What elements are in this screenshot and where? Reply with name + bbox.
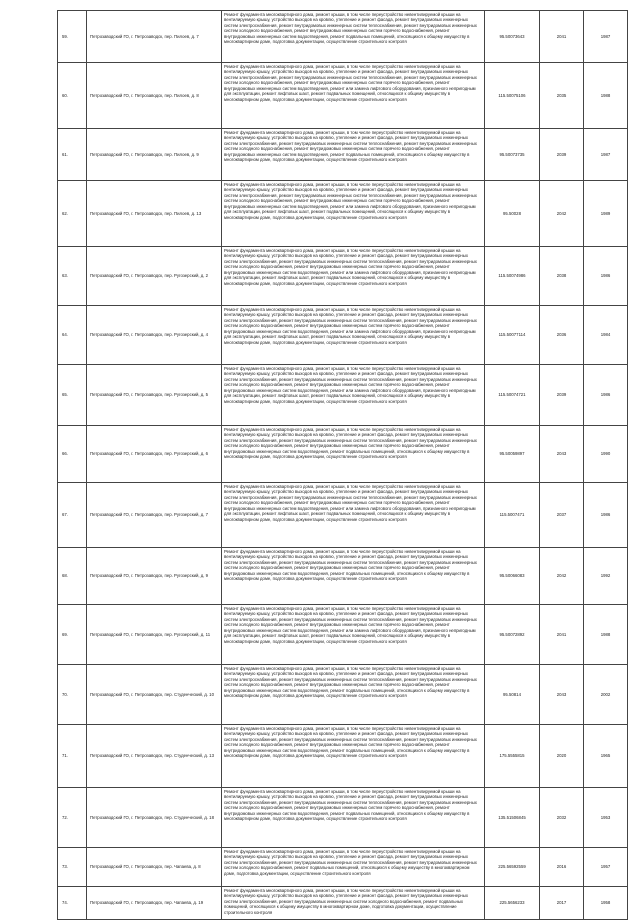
construction-year-cell: 1988 <box>584 605 628 665</box>
repair-works-cell: Ремонт фундамента многоквартирного дома, ремонт крыши, в том числе переустройство невентилируемой крыши на вентилируемую крышу, устройство выходов на кровлю, утепление и ремонт фасада, ремонт внутридомовых инженерных систем электроснабжения, ремонт внутридомовых инженерных систем холодного водоснабжения, ремонт подвальных помещений, относящихся к общему имуществу в многоквартирном доме, подготовка документации, осуществление строительного контроля <box>222 887 485 920</box>
repair-works-cell: Ремонт фундамента многоквартирного дома, ремонт крыши, в том числе переустройство невентилируемой крыши на вентилируемую крышу, устройство выходов на кровлю, утепление и ремонт фасада, ремонт внутридомовых инженерных систем электроснабжения, ремонт внутридомовых инженерных систем теплоснабжения, ремонт внутридомовых инженерных систем холодного водоснабжения, ремонт внутридомовых инженерных систем горячего водоснабжения, ремонт внутридомовых инженерных систем водоотведения, ремонт подвальных помещений, относящихся к общему имуществу в многоквартирном доме, подготовка документации, осуществление строительного контроля <box>222 725 485 788</box>
table-row <box>58 548 628 605</box>
house-address-cell: Петрозаводский ГО, г. Петрозаводск, пер. Чапаева, д. 8 <box>87 848 222 887</box>
capital-repair-table <box>57 10 628 920</box>
document-page <box>57 10 627 915</box>
house-address-cell: Петрозаводский ГО, г. Петрозаводск, пер. Ругозерский, д. 9 <box>87 548 222 605</box>
repair-works-cell: Ремонт фундамента многоквартирного дома, ремонт крыши, в том числе переустройство невентилируемой крыши на вентилируемую крышу, устройство выходов на кровлю, утепление и ремонт фасада, ремонт внутридомовых инженерных систем электроснабжения, ремонт внутридомовых инженерных систем теплоснабжения, ремонт внутридомовых инженерных систем холодного водоснабжения, ремонт внутридомовых инженерных систем горячего водоснабжения, ремонт внутридомовых инженерных систем водоотведения, ремонт или замена лифтового оборудования, признанного непригодным для эксплуатации, ремонт лифтовых шахт, ремонт подвальных помещений, относящихся к общему имуществу в многоквартирном доме, подготовка документации, осуществление строительного контроля <box>222 483 485 548</box>
row-number-cell: 64. <box>58 306 87 365</box>
row-number-cell: 66. <box>58 426 87 483</box>
repair-cost-cell: 225.5656233 <box>485 887 540 920</box>
table-row <box>58 63 628 129</box>
table-row <box>58 11 628 63</box>
table-row <box>58 725 628 788</box>
row-number-cell: 59. <box>58 11 87 63</box>
house-address-cell: Петрозаводский ГО, г. Петрозаводск, пер. Студенческий, д. 13 <box>87 725 222 788</box>
house-address-cell: Петрозаводский ГО, г. Петрозаводск, пер. Ругозерский, д. 4 <box>87 306 222 365</box>
table-row <box>58 483 628 548</box>
repair-works-cell: Ремонт фундамента многоквартирного дома, ремонт крыши, в том числе переустройство невентилируемой крыши на вентилируемую крышу, устройство выходов на кровлю, утепление и ремонт фасада, ремонт внутридомовых инженерных систем электроснабжения, ремонт внутридомовых инженерных систем теплоснабжения, ремонт внутридомовых инженерных систем холодного водоснабжения, ремонт внутридомовых инженерных систем горячего водоснабжения, ремонт внутридомовых инженерных систем водоотведения, ремонт или замена лифтового оборудования, признанного непригодным для эксплуатации, ремонт лифтовых шахт, ремонт подвальных помещений, относящихся к общему имуществу в многоквартирном доме, подготовка документации, осуществление строительного контроля <box>222 365 485 426</box>
table-row <box>58 426 628 483</box>
planned-year-cell: 2041 <box>540 11 584 63</box>
construction-year-cell: 1989 <box>584 181 628 247</box>
house-address-cell: Петрозаводский ГО, г. Петрозаводск, пер. Ругозерский, д. 2 <box>87 247 222 306</box>
repair-works-cell: Ремонт фундамента многоквартирного дома, ремонт крыши, в том числе переустройство невентилируемой крыши на вентилируемую крышу, устройство выходов на кровлю, утепление и ремонт фасада, ремонт внутридомовых инженерных систем электроснабжения, ремонт внутридомовых инженерных систем теплоснабжения, ремонт внутридомовых инженерных систем холодного водоснабжения, ремонт внутридомовых инженерных систем горячего водоснабжения, ремонт внутридомовых инженерных систем водоотведения, ремонт или замена лифтового оборудования, признанного непригодным для эксплуатации, ремонт лифтовых шахт, ремонт подвальных помещений, относящихся к общему имуществу в многоквартирном доме, подготовка документации, осуществление строительного контроля <box>222 605 485 665</box>
repair-cost-cell: 115.50077114 <box>485 306 540 365</box>
table-row <box>58 365 628 426</box>
house-address-cell: Петрозаводский ГО, г. Петрозаводск, пер. Ругозерский, д. 7 <box>87 483 222 548</box>
repair-works-cell: Ремонт фундамента многоквартирного дома, ремонт крыши, в том числе переустройство невентилируемой крыши на вентилируемую крышу, устройство выходов на кровлю, утепление и ремонт фасада, ремонт внутридомовых инженерных систем электроснабжения, ремонт внутридомовых инженерных систем теплоснабжения, ремонт внутридомовых инженерных систем холодного водоснабжения, ремонт внутридомовых инженерных систем горячего водоснабжения, ремонт внутридомовых инженерных систем водоотведения, ремонт подвальных помещений, относящихся к общему имуществу в многоквартирном доме, подготовка документации, осуществление строительного контроля <box>222 665 485 725</box>
construction-year-cell: 1953 <box>584 788 628 848</box>
house-address-cell: Петрозаводский ГО, г. Петрозаводск, пер. Студенческий, д. 10 <box>87 665 222 725</box>
house-address-cell: Петрозаводский ГО, г. Петрозаводск, пер. Студенческий, д. 18 <box>87 788 222 848</box>
repair-works-cell: Ремонт фундамента многоквартирного дома, ремонт крыши, в том числе переустройство невентилируемой крыши на вентилируемую крышу, устройство выходов на кровлю, утепление и ремонт фасада, ремонт внутридомовых инженерных систем электроснабжения, ремонт внутридомовых инженерных систем теплоснабжения, ремонт внутридомовых инженерных систем холодного водоснабжения, ремонт внутридомовых инженерных систем горячего водоснабжения, ремонт внутридомовых инженерных систем водоотведения, ремонт или замена лифтового оборудования, признанного непригодным для эксплуатации, ремонт лифтовых шахт, ремонт подвальных помещений, относящихся к общему имуществу в многоквартирном доме, подготовка документации, осуществление строительного контроля <box>222 63 485 129</box>
repair-cost-cell: 95.50073643 <box>485 11 540 63</box>
planned-year-cell: 2042 <box>540 548 584 605</box>
repair-cost-cell: 135.51506845 <box>485 788 540 848</box>
table-row <box>58 788 628 848</box>
construction-year-cell: 1986 <box>584 365 628 426</box>
row-number-cell: 60. <box>58 63 87 129</box>
row-number-cell: 68. <box>58 548 87 605</box>
planned-year-cell: 2043 <box>540 426 584 483</box>
planned-year-cell: 2039 <box>540 365 584 426</box>
house-address-cell: Петрозаводский ГО, г. Петрозаводск, пер. Пилоев, д. 9 <box>87 129 222 181</box>
row-number-cell: 72. <box>58 788 87 848</box>
planned-year-cell: 2035 <box>540 63 584 129</box>
house-address-cell: Петрозаводский ГО, г. Петрозаводск, пер. Ругозерский, д. 5 <box>87 365 222 426</box>
house-address-cell: Петрозаводский ГО, г. Петрозаводск, пер. Ругозерский, д. 11 <box>87 605 222 665</box>
table-row <box>58 306 628 365</box>
planned-year-cell: 2037 <box>540 483 584 548</box>
table-body <box>58 11 628 920</box>
repair-works-cell: Ремонт фундамента многоквартирного дома, ремонт крыши, в том числе переустройство невентилируемой крыши на вентилируемую крышу, устройство выходов на кровлю, утепление и ремонт фасада, ремонт внутридомовых инженерных систем электроснабжения, ремонт внутридомовых инженерных систем теплоснабжения, ремонт внутридомовых инженерных систем холодного водоснабжения, ремонт внутридомовых инженерных систем горячего водоснабжения, ремонт внутридомовых инженерных систем водоотведения, ремонт или замена лифтового оборудования, признанного непригодным для эксплуатации, ремонт лифтовых шахт, ремонт подвальных помещений, относящихся к общему имуществу в многоквартирном доме, подготовка документации, осуществление строительного контроля <box>222 247 485 306</box>
planned-year-cell: 2020 <box>540 725 584 788</box>
row-number-cell: 74. <box>58 887 87 920</box>
repair-works-cell: Ремонт фундамента многоквартирного дома, ремонт крыши, в том числе переустройство невентилируемой крыши на вентилируемую крышу, устройство выходов на кровлю, утепление и ремонт фасада, ремонт внутридомовых инженерных систем электроснабжения, ремонт внутридомовых инженерных систем теплоснабжения, ремонт внутридомовых инженерных систем холодного водоснабжения, ремонт внутридомовых инженерных систем горячего водоснабжения, ремонт внутридомовых инженерных систем водоотведения, ремонт подвальных помещений, относящихся к общему имуществу в многоквартирном доме, подготовка документации, осуществление строительного контроля <box>222 548 485 605</box>
repair-works-cell: Ремонт фундамента многоквартирного дома, ремонт крыши, в том числе переустройство невентилируемой крыши на вентилируемую крышу, устройство выходов на кровлю, утепление и ремонт фасада, ремонт внутридомовых инженерных систем электроснабжения, ремонт внутридомовых инженерных систем теплоснабжения, ремонт внутридомовых инженерных систем холодного водоснабжения, ремонт внутридомовых инженерных систем горячего водоснабжения, ремонт внутридомовых инженерных систем водоотведения, ремонт подвальных помещений, относящихся к общему имуществу в многоквартирном доме, подготовка документации, осуществление строительного контроля <box>222 11 485 63</box>
planned-year-cell: 2042 <box>540 181 584 247</box>
repair-works-cell: Ремонт фундамента многоквартирного дома, ремонт крыши, в том числе переустройство невентилируемой крыши на вентилируемую крышу, устройство выходов на кровлю, утепление и ремонт фасада, ремонт внутридомовых инженерных систем электроснабжения, ремонт внутридомовых инженерных систем теплоснабжения, ремонт внутридомовых инженерных систем холодного водоснабжения, ремонт внутридомовых инженерных систем горячего водоснабжения, ремонт внутридомовых инженерных систем водоотведения, ремонт подвальных помещений, относящихся к общему имуществу в многоквартирном доме, подготовка документации, осуществление строительного контроля <box>222 426 485 483</box>
construction-year-cell: 1987 <box>584 11 628 63</box>
row-number-cell: 69. <box>58 605 87 665</box>
row-number-cell: 67. <box>58 483 87 548</box>
repair-cost-cell: 175.5555815 <box>485 725 540 788</box>
repair-cost-cell: 95.50814 <box>485 665 540 725</box>
construction-year-cell: 1987 <box>584 129 628 181</box>
table-row <box>58 181 628 247</box>
planned-year-cell: 2038 <box>540 247 584 306</box>
house-address-cell: Петрозаводский ГО, г. Петрозаводск, пер. Пилоев, д. 8 <box>87 63 222 129</box>
repair-works-cell: Ремонт фундамента многоквартирного дома, ремонт крыши, в том числе переустройство невентилируемой крыши на вентилируемую крышу, устройство выходов на кровлю, утепление и ремонт фасада, ремонт внутридомовых инженерных систем электроснабжения, ремонт внутридомовых инженерных систем теплоснабжения, ремонт внутридомовых инженерных систем холодного водоснабжения, ремонт внутридомовых инженерных систем горячего водоснабжения, ремонт внутридомовых инженерных систем водоотведения, ремонт подвальных помещений, относящихся к общему имуществу в многоквартирном доме, подготовка документации, осуществление строительного контроля <box>222 788 485 848</box>
planned-year-cell: 2016 <box>540 848 584 887</box>
repair-cost-cell: 95.50028 <box>485 181 540 247</box>
repair-works-cell: Ремонт фундамента многоквартирного дома, ремонт крыши, в том числе переустройство невентилируемой крыши на вентилируемую крышу, устройство выходов на кровлю, утепление и ремонт фасада, ремонт внутридомовых инженерных систем электроснабжения, ремонт внутридомовых инженерных систем теплоснабжения, ремонт внутридомовых инженерных систем холодного водоснабжения, ремонт внутридомовых инженерных систем горячего водоснабжения, ремонт внутридомовых инженерных систем водоотведения, ремонт или замена лифтового оборудования, признанного непригодным для эксплуатации, ремонт лифтовых шахт, ремонт подвальных помещений, относящихся к общему имуществу в многоквартирном доме, подготовка документации, осуществление строительного контроля <box>222 306 485 365</box>
repair-cost-cell: 225.56592559 <box>485 848 540 887</box>
repair-cost-cell: 115.50075106 <box>485 63 540 129</box>
row-number-cell: 70. <box>58 665 87 725</box>
construction-year-cell: 1986 <box>584 483 628 548</box>
table-row <box>58 848 628 887</box>
repair-works-cell: Ремонт фундамента многоквартирного дома, ремонт крыши, в том числе переустройство невентилируемой крыши на вентилируемую крышу, устройство выходов на кровлю, утепление и ремонт фасада, ремонт внутридомовых инженерных систем электроснабжения, ремонт внутридомовых инженерных систем теплоснабжения, ремонт внутридомовых инженерных систем холодного водоснабжения, ремонт внутридомовых инженерных систем горячего водоснабжения, ремонт внутридомовых инженерных систем водоотведения, ремонт или замена лифтового оборудования, признанного непригодным для эксплуатации, ремонт лифтовых шахт, ремонт подвальных помещений, относящихся к общему имуществу в многоквартирном доме, подготовка документации, осуществление строительного контроля <box>222 181 485 247</box>
house-address-cell: Петрозаводский ГО, г. Петрозаводск, пер. Чапаева, д. 19 <box>87 887 222 920</box>
house-address-cell: Петрозаводский ГО, г. Петрозаводск, пер. Ругозерский, д. 6 <box>87 426 222 483</box>
repair-works-cell: Ремонт фундамента многоквартирного дома, ремонт крыши, в том числе переустройство невентилируемой крыши на вентилируемую крышу, устройство выходов на кровлю, утепление и ремонт фасада, ремонт внутридомовых инженерных систем электроснабжения, ремонт внутридомовых инженерных систем теплоснабжения, ремонт внутридомовых инженерных систем холодного водоснабжения, ремонт внутридомовых инженерных систем горячего водоснабжения, ремонт внутридомовых инженерных систем водоотведения, ремонт подвальных помещений, относящихся к общему имуществу в многоквартирном доме, подготовка документации, осуществление строительного контроля <box>222 129 485 181</box>
construction-year-cell: 1965 <box>584 725 628 788</box>
construction-year-cell: 1990 <box>584 426 628 483</box>
construction-year-cell: 1957 <box>584 848 628 887</box>
repair-works-cell: Ремонт фундамента многоквартирного дома, ремонт крыши, в том числе переустройство невентилируемой крыши на вентилируемую крышу, устройство выходов на кровлю, утепление и ремонт фасада, ремонт внутридомовых инженерных систем электроснабжения, ремонт внутридомовых инженерных систем теплоснабжения, ремонт внутридомовых инженерных систем холодного водоснабжения, ремонт подвальных помещений, относящихся к общему имуществу в многоквартирном доме, подготовка документации, осуществление строительного контроля <box>222 848 485 887</box>
planned-year-cell: 2017 <box>540 887 584 920</box>
row-number-cell: 71. <box>58 725 87 788</box>
construction-year-cell: 1984 <box>584 306 628 365</box>
row-number-cell: 63. <box>58 247 87 306</box>
construction-year-cell: 1958 <box>584 887 628 920</box>
repair-cost-cell: 95.50073735 <box>485 129 540 181</box>
repair-cost-cell: 95.50066083 <box>485 548 540 605</box>
repair-cost-cell: 115.50074986 <box>485 247 540 306</box>
construction-year-cell: 1992 <box>584 548 628 605</box>
row-number-cell: 62. <box>58 181 87 247</box>
construction-year-cell: 2002 <box>584 665 628 725</box>
repair-cost-cell: 115.50074721 <box>485 365 540 426</box>
row-number-cell: 61. <box>58 129 87 181</box>
table-row <box>58 247 628 306</box>
construction-year-cell: 1988 <box>584 63 628 129</box>
table-row <box>58 665 628 725</box>
house-address-cell: Петрозаводский ГО, г. Петрозаводск, пер. Пилоев, д. 13 <box>87 181 222 247</box>
planned-year-cell: 2039 <box>540 129 584 181</box>
repair-cost-cell: 95.50059897 <box>485 426 540 483</box>
table-row <box>58 605 628 665</box>
table-row <box>58 887 628 920</box>
planned-year-cell: 2043 <box>540 665 584 725</box>
planned-year-cell: 2041 <box>540 605 584 665</box>
construction-year-cell: 1986 <box>584 247 628 306</box>
planned-year-cell: 2032 <box>540 788 584 848</box>
repair-cost-cell: 95.50072892 <box>485 605 540 665</box>
house-address-cell: Петрозаводский ГО, г. Петрозаводск, пер. Пилоев, д. 7 <box>87 11 222 63</box>
table-row <box>58 129 628 181</box>
repair-cost-cell: 115.5007471 <box>485 483 540 548</box>
row-number-cell: 65. <box>58 365 87 426</box>
planned-year-cell: 2036 <box>540 306 584 365</box>
row-number-cell: 73. <box>58 848 87 887</box>
